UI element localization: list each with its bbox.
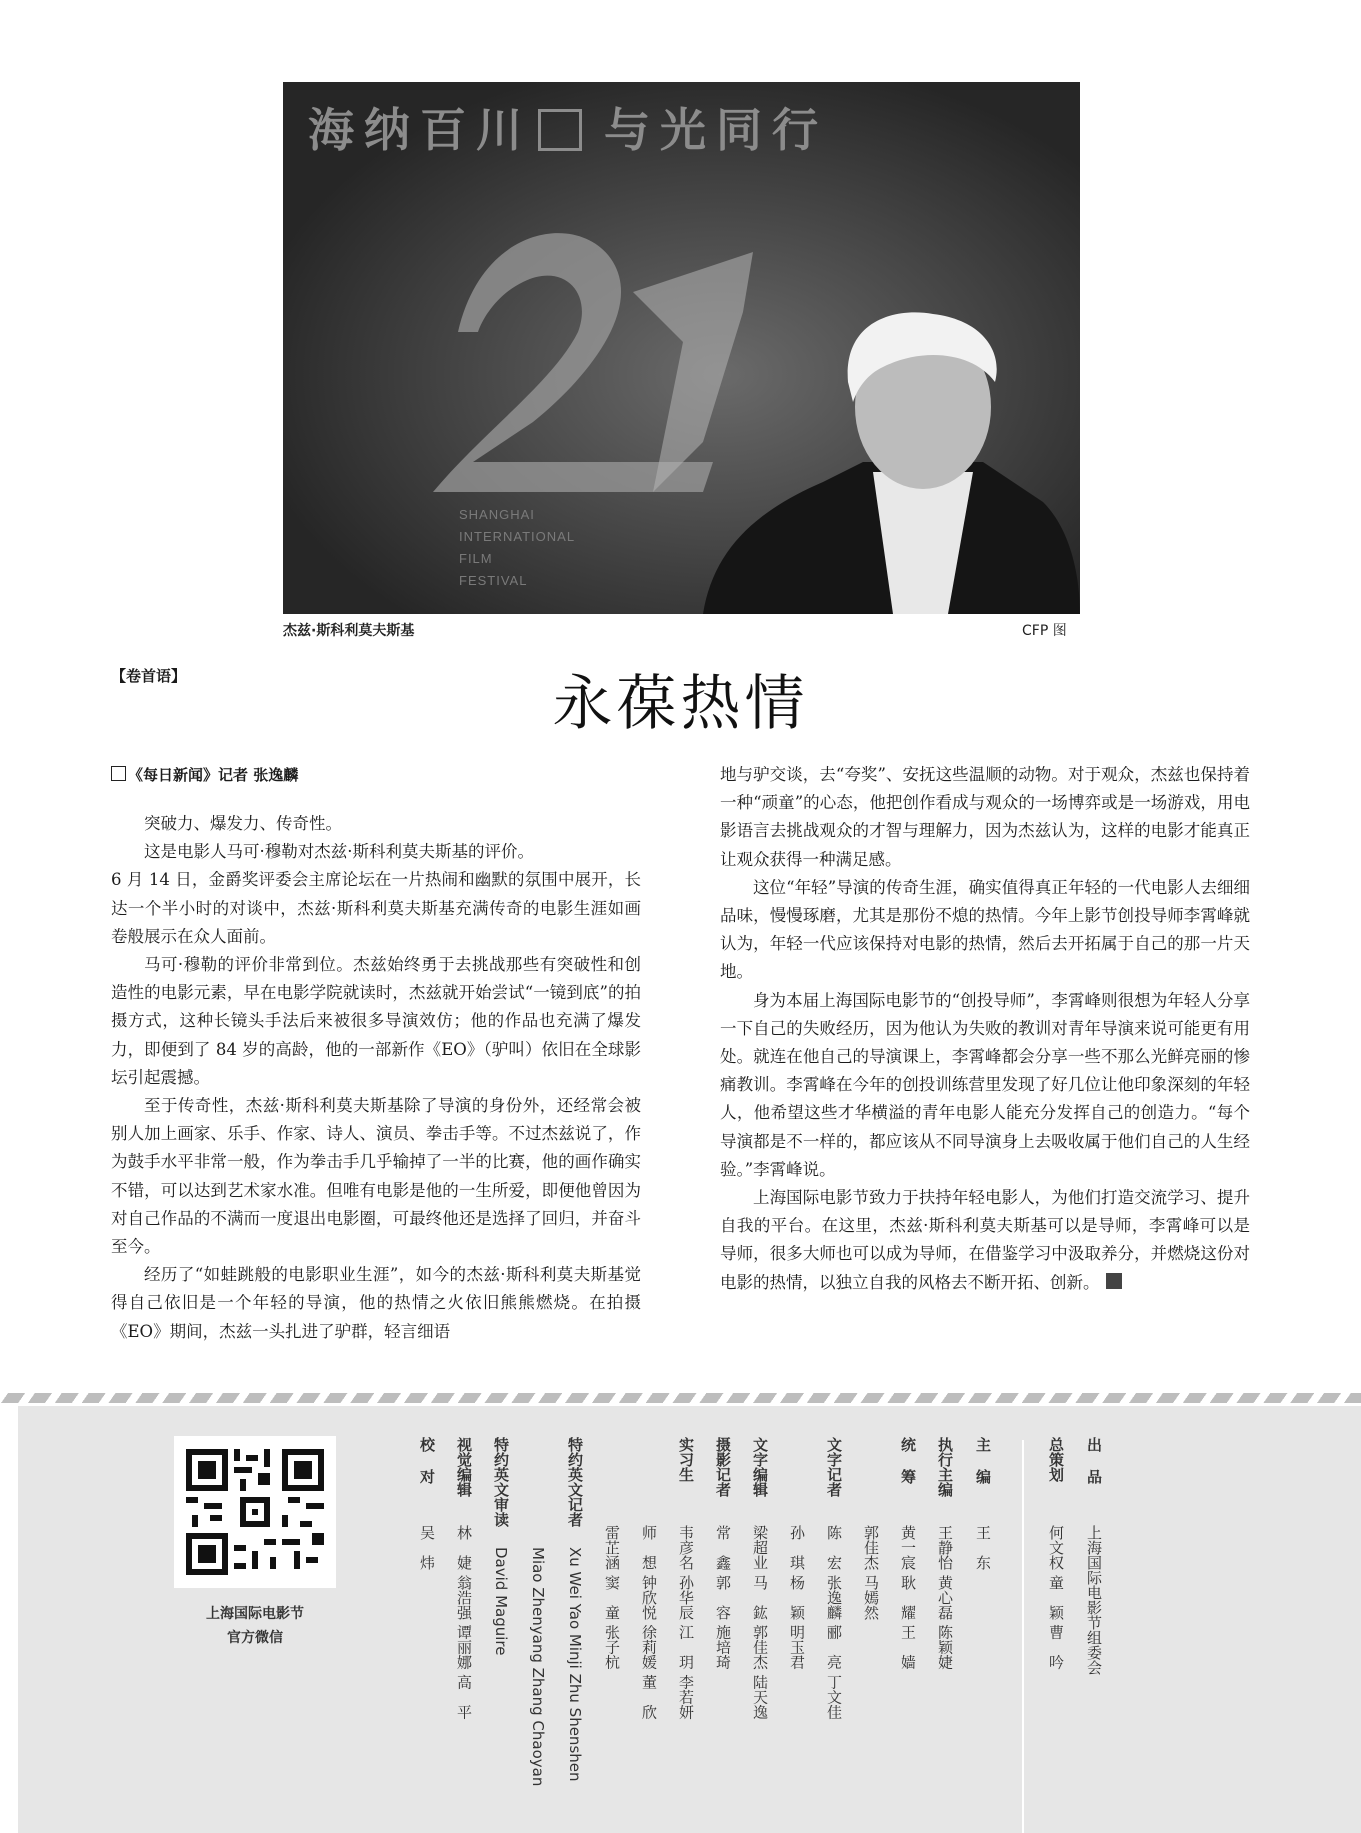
- festival-emblem-icon: [538, 109, 582, 151]
- paragraph-last: [720, 1184, 1250, 1297]
- masthead-role: 出品: [1085, 1437, 1103, 1501]
- masthead-names: 王静怡 黄心磊 陈颖婕: [936, 1525, 954, 1670]
- masthead-names: David Maguire: [492, 1547, 510, 1656]
- paragraph: 这位“年轻”导演的传奇生涯，确实值得真正年轻的一代电影人去细细品味，慢慢琢磨，尤其是那份不熄的热情。今年上影节创投导师李霄峰就认为，年轻一代应该保持对电影的热情，然后去开拓属于自己的那一片天地。: [720, 877, 1250, 982]
- masthead-names: 郭佳杰 马嫣然: [862, 1525, 880, 1620]
- masthead-column: [416, 1437, 438, 1570]
- qr-code-icon: [186, 1448, 324, 1576]
- masthead-role: 统筹: [899, 1437, 917, 1501]
- masthead-role: 校对: [418, 1437, 436, 1501]
- masthead-column: [749, 1437, 771, 1719]
- festival-line: FESTIVAL: [459, 573, 528, 588]
- masthead-names: 林 婕 翁浩强 谭丽娜 高 平: [455, 1525, 473, 1720]
- byline: [111, 764, 298, 785]
- festival-name-lines: [459, 504, 575, 592]
- byline-box-icon: [111, 766, 126, 781]
- paragraph: 经历了“如蛙跳般的电影职业生涯”，如今的杰兹·斯科利莫夫斯基觉得自己依旧是一个年轻的导演，他的热情之火依旧熊熊燃烧。在拍摄《EO》期间，杰兹一头扎进了驴群，轻言细语: [111, 1265, 641, 1341]
- masthead-column: [1083, 1437, 1105, 1675]
- masthead-column: [972, 1437, 994, 1570]
- masthead-names: 孙 琪 杨 颖 明玉君: [788, 1525, 806, 1670]
- masthead-names: 何文权 童 颖 曹 吟: [1047, 1525, 1065, 1670]
- masthead-column: [786, 1437, 808, 1670]
- masthead-names: 上海国际电影节组委会: [1085, 1525, 1103, 1675]
- masthead-names: 王 东: [974, 1525, 992, 1570]
- article-column-right: [720, 761, 1250, 1297]
- paragraph: 6 月 14 日，金爵奖评委会主席论坛在一片热闹和幽默的氛围中展开，长达一个半小时的对谈中，杰兹·斯科利莫夫斯基充满传奇的电影生涯如画卷般展示在众人面前。: [111, 870, 641, 946]
- byline-text: 《每日新闻》记者 张逸麟: [128, 766, 299, 784]
- masthead-role: 特约英文记者: [566, 1437, 584, 1527]
- qr-caption-line: 官方微信: [227, 1630, 283, 1646]
- paragraph: 突破力、爆发力、传奇性。: [144, 814, 342, 833]
- paragraph: 这是电影人马可·穆勒对杰兹·斯科利莫夫斯基的评价。: [144, 842, 534, 862]
- masthead-names: 韦彦名 孙华辰 江 玥 李若妍: [677, 1525, 695, 1720]
- paragraph: 身为本届上海国际电影节的“创投导师”，李霄峰则很想为年轻人分享一下自己的失败经历，因为他认为失败的教训对青年导演来说可能更有用处。就连在他自己的导演课上，李霄峰都会分享一些不那么光鲜亮丽的惨痛教训。李霄峰在今年的创投训练营里发现了好几位让他印象深刻的年轻人，他希望这些才华横溢的青年电影人能充分发挥自己的创造力。“每个导演都是不一样的，都应该从不同导演身上去吸收属于他们自己的人生经验。”李霄峰说。: [720, 990, 1250, 1179]
- masthead-role: 主编: [974, 1437, 992, 1501]
- masthead-column: [453, 1437, 475, 1719]
- qr-caption: [174, 1602, 336, 1650]
- masthead-names: 吴 炜: [418, 1525, 436, 1570]
- masthead-role: 实习生: [677, 1437, 695, 1482]
- festival-line: SHANGHAI: [459, 507, 535, 522]
- qr-caption-line: 上海国际电影节: [206, 1606, 304, 1622]
- masthead-role: 视觉编辑: [455, 1437, 473, 1497]
- masthead-names: 黄一宸 耿 耀 王 嫱: [899, 1525, 917, 1670]
- masthead-column: [934, 1437, 956, 1670]
- masthead-role: 摄影记者: [714, 1437, 732, 1497]
- end-mark-icon: [1106, 1273, 1122, 1289]
- festival-line: INTERNATIONAL: [459, 529, 576, 544]
- banner-left-text: 海纳百川: [308, 103, 532, 157]
- photo-banner: [308, 94, 828, 160]
- paragraph-text: 上海国际电影节致力于扶持年轻电影人，为他们打造交流学习、提升自我的平台。在这里，杰兹·斯科利莫夫斯基可以是导师，李霄峰可以是导师，很多大师也可以成为导师，在借鉴学习中汲取养分，并燃烧这份对电影的热情，以独立自我的风格去不断开拓、创新。: [720, 1188, 1250, 1292]
- masthead-names: Miao Zhenyang Zhang Chaoyan: [529, 1547, 547, 1787]
- cover-photo: [283, 82, 1080, 614]
- masthead-role: 执行主编: [936, 1437, 954, 1497]
- masthead-column: [860, 1437, 882, 1620]
- section-kicker: 【卷首语】: [111, 667, 187, 685]
- masthead-role: 文字记者: [825, 1437, 843, 1497]
- masthead-column: [675, 1437, 697, 1719]
- article-column-left: [111, 810, 641, 1346]
- wechat-qr-code[interactable]: [174, 1436, 336, 1588]
- masthead-column: [564, 1437, 586, 1782]
- masthead-names: 常 鑫 郭 容 施培琦: [714, 1525, 732, 1670]
- banner-right-text: 与光同行: [604, 103, 828, 157]
- photo-caption: 杰兹·斯科利莫夫斯基: [283, 623, 415, 639]
- masthead-column: [897, 1437, 919, 1670]
- masthead-column: [490, 1437, 512, 1655]
- masthead-names: 师 想 钟欣悦 徐莉媛 董 欣: [640, 1525, 658, 1720]
- footer-stripe: [0, 1393, 1361, 1403]
- masthead-names: 梁超业 马 鈜 郭佳杰 陆天逸: [751, 1525, 769, 1720]
- masthead-role: 总策划: [1047, 1437, 1065, 1482]
- masthead-role: 文字编辑: [751, 1437, 769, 1497]
- paragraph: 至于传奇性，杰兹·斯科利莫夫斯基除了导演的身份外，还经常会被别人加上画家、乐手、作家、诗人、演员、拳击手等。不过杰兹说了，作为鼓手水平非常一般，作为拳击手几乎输掉了一半的比赛，他的画作确实不错，可以达到艺术家水准。但唯有电影是他的一生所爱，即便他曾因为对自己作品的不满而一度退出电影圈，可最终他还是选择了回归，并奋斗至今。: [111, 1096, 641, 1257]
- masthead-divider: [1022, 1440, 1024, 1833]
- masthead-column: [638, 1437, 660, 1719]
- masthead-column: [712, 1437, 734, 1670]
- festival-line: FILM: [459, 551, 493, 566]
- masthead-names: 陈 宏 张逸麟 郦 亮 丁文佳: [825, 1525, 843, 1720]
- masthead-column: [823, 1437, 845, 1719]
- masthead-names: Xu Wei Yao Minji Zhu Shenshen: [566, 1547, 584, 1782]
- photo-credit: CFP 图: [1022, 623, 1067, 639]
- masthead-column: [601, 1437, 623, 1670]
- masthead-column: [1045, 1437, 1067, 1670]
- paragraph: 马可·穆勒的评价非常到位。杰兹始终勇于去挑战那些有突破性和创造性的电影元素，早在电影学院就读时，杰兹就开始尝试“一镜到底”的拍摄方式，这种长镜头手法后来被很多导演效仿；他的作品也充满了爆发力，即便到了 84 岁的高龄，他的一部新作《EO》（驴叫）依旧在全球影坛引起震撼。: [111, 955, 641, 1087]
- masthead-role: 特约英文审读: [492, 1437, 510, 1527]
- masthead-column: [527, 1437, 549, 1786]
- article-headline: 永葆热情: [552, 669, 809, 739]
- paragraph: 地与驴交谈，去“夸奖”、安抚这些温顺的动物。对于观众，杰兹也保持着一种“顽童”的心态，他把创作看成与观众的一场博弈或是一场游戏，用电影语言去挑战观众的才智与理解力，因为杰兹认为，这样的电影才能真正让观众获得一种满足感。: [720, 765, 1250, 869]
- masthead-names: 雷芷涵 窦 童 张子杭: [603, 1525, 621, 1670]
- photo-scene: [283, 82, 1080, 614]
